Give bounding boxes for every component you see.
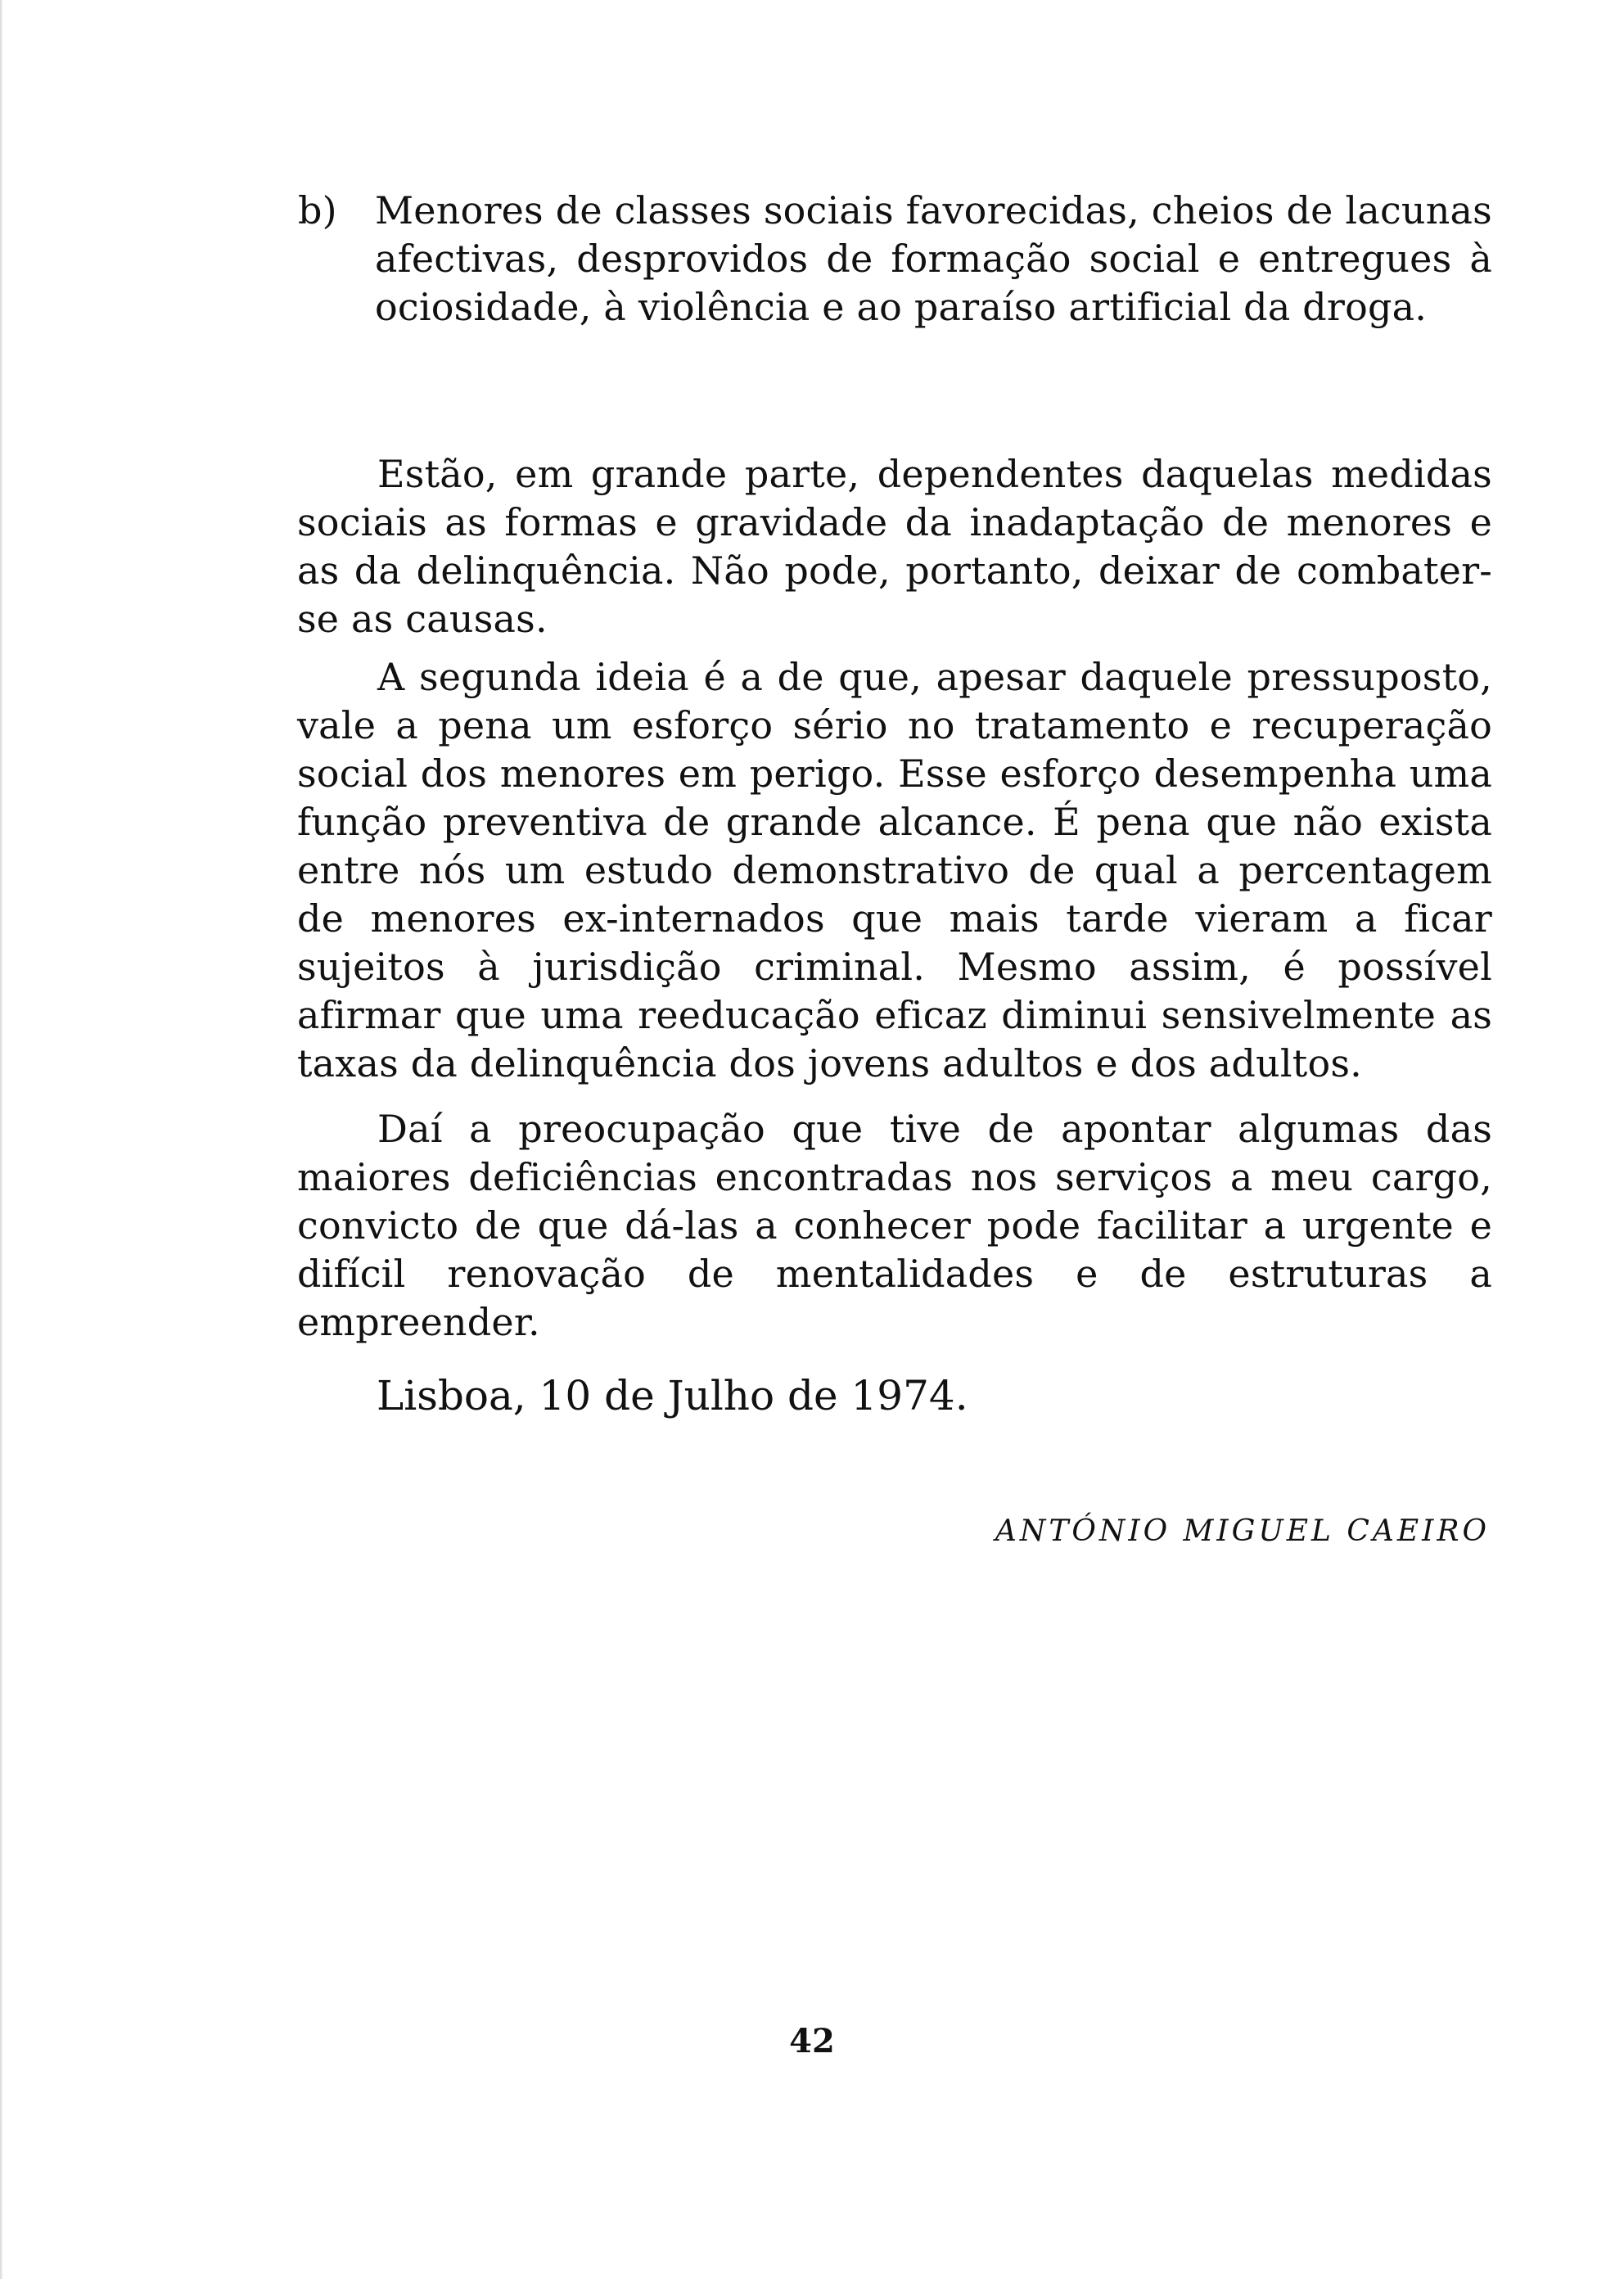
list-item-marker: b) [298,188,337,232]
page-number: 42 [789,2022,835,2060]
paragraph-3: Daí a preocupação que tive de apontar algumas das maiores deficiências encontradas nos serviços a meu cargo, convicto de que dá-las a conhecer pode facilitar a urgente e difícil renovação de mentalidades e de estruturas a empreender. [297,1107,1492,1344]
list-item-text: Menores de classes sociais favorecidas, cheios de lacunas afectivas, desprovidos de formação social e entregues à ociosidade, à violência e ao paraíso artificial da droga. [375,188,1492,329]
scan-edge [0,0,3,2279]
list-item-b [298,187,1492,332]
paragraph-1: Estão, em grande parte, dependentes daquelas medidas sociais as formas e gravidade da inadaptação de menores e as da delinquência. Não pode, portanto, deixar de combater-se as causas. [297,452,1492,641]
author-signature: ANTÓNIO MIGUEL CAEIRO [995,1514,1490,1548]
paragraph-2: A segunda ideia é a de que, apesar daquele pressuposto, vale a pena um esforço sério no tratamento e recuperação social dos menores em perigo. Esse esforço desempenha uma função preventiva de grande alcance. É pena que não exista entre nós um estudo demonstrativo de qual a percentagem de menores ex-internados que mais tarde vieram a ficar sujeitos à jurisdição criminal. Mesmo assim, é possível afirmar que uma reeducação eficaz diminui sensivelmente as taxas da delinquência dos jovens adultos e dos adultos. [297,655,1492,1085]
place-date: Lisboa, 10 de Julho de 1974. [377,1372,968,1419]
